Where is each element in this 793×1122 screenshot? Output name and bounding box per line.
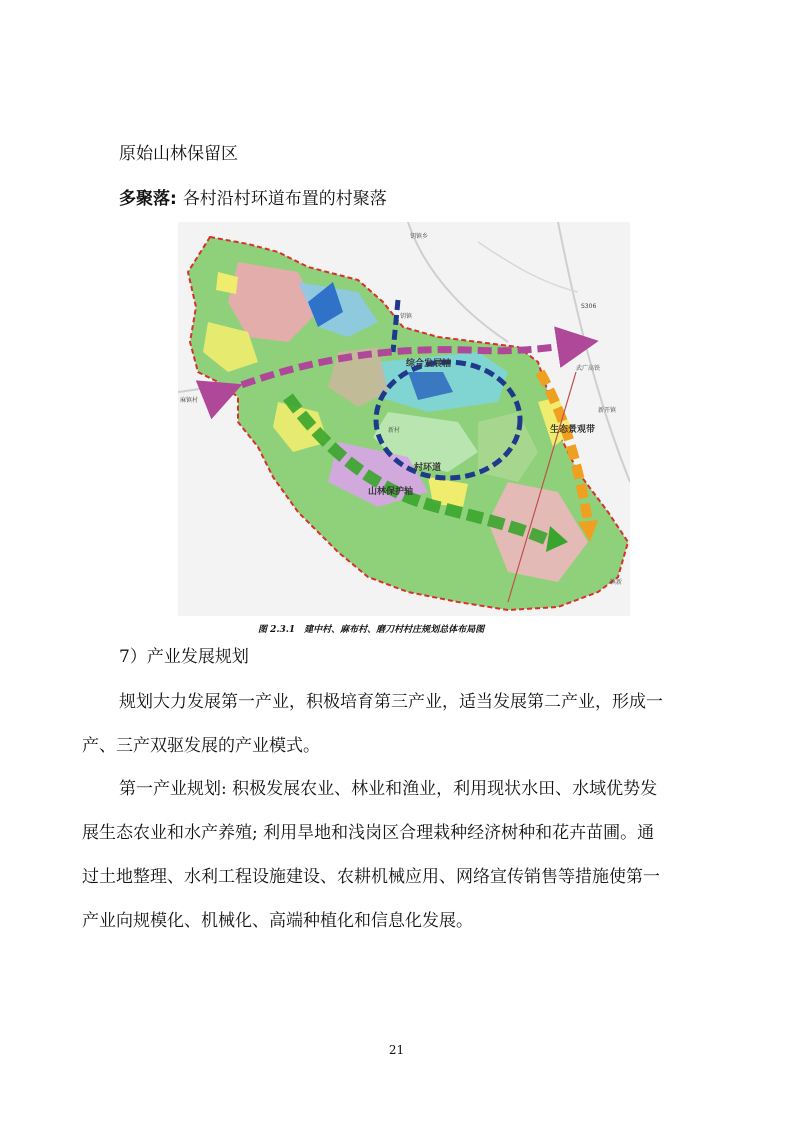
- map-label: 麻镇村: [180, 397, 199, 404]
- axis-label: 生态景观带: [550, 425, 596, 435]
- axis-label: 村环道: [414, 463, 442, 473]
- axis-label: 综合发展轴: [406, 359, 452, 369]
- map-label: 镇新: [610, 579, 623, 586]
- bold-term: 多聚落:: [119, 189, 177, 209]
- paragraph-line: 过土地整理、水利工程设施建设、农耕机械应用、网络宣传销售等措施使第一: [82, 867, 660, 887]
- axis-label: 山林保护轴: [368, 487, 414, 497]
- plan-map-figure: [178, 222, 630, 616]
- map-label: 钥镇乡: [410, 233, 429, 240]
- map-label: 新村: [388, 427, 401, 434]
- figure-caption: 图 2.3.1 建中村、麻布村、磨刀村村庄规划总体布局图: [258, 625, 485, 635]
- term-definition: 各村沿村环道布置的村聚落: [182, 189, 387, 209]
- paragraph-line: 原始山林保留区: [119, 144, 238, 164]
- paragraph-line: 第一产业规划: 积极发展农业、林业和渔业，利用现状水田、水域优势发: [119, 779, 658, 799]
- paragraph-line: 展生态农业和水产养殖; 利用旱地和浅岗区合理栽种经济树种和花卉苗圃。通: [82, 823, 655, 843]
- page-number: 21: [388, 1043, 405, 1057]
- paragraph-line: 产业向规模化、机械化、高端种植化和信息化发展。: [82, 911, 473, 931]
- paragraph-line: 产、三产双驱发展的产业模式。: [82, 736, 320, 756]
- map-label: 新开镇: [598, 407, 617, 414]
- paragraph-line: [119, 188, 387, 210]
- map-label: 钥镇: [400, 313, 413, 320]
- section-heading: 7）产业发展规划: [119, 647, 249, 667]
- map-label: S306: [581, 303, 597, 310]
- map-label: 武广高铁: [576, 365, 601, 372]
- paragraph-line: 规划大力发展第一产业，积极培育第三产业，适当发展第二产业，形成一: [119, 692, 663, 712]
